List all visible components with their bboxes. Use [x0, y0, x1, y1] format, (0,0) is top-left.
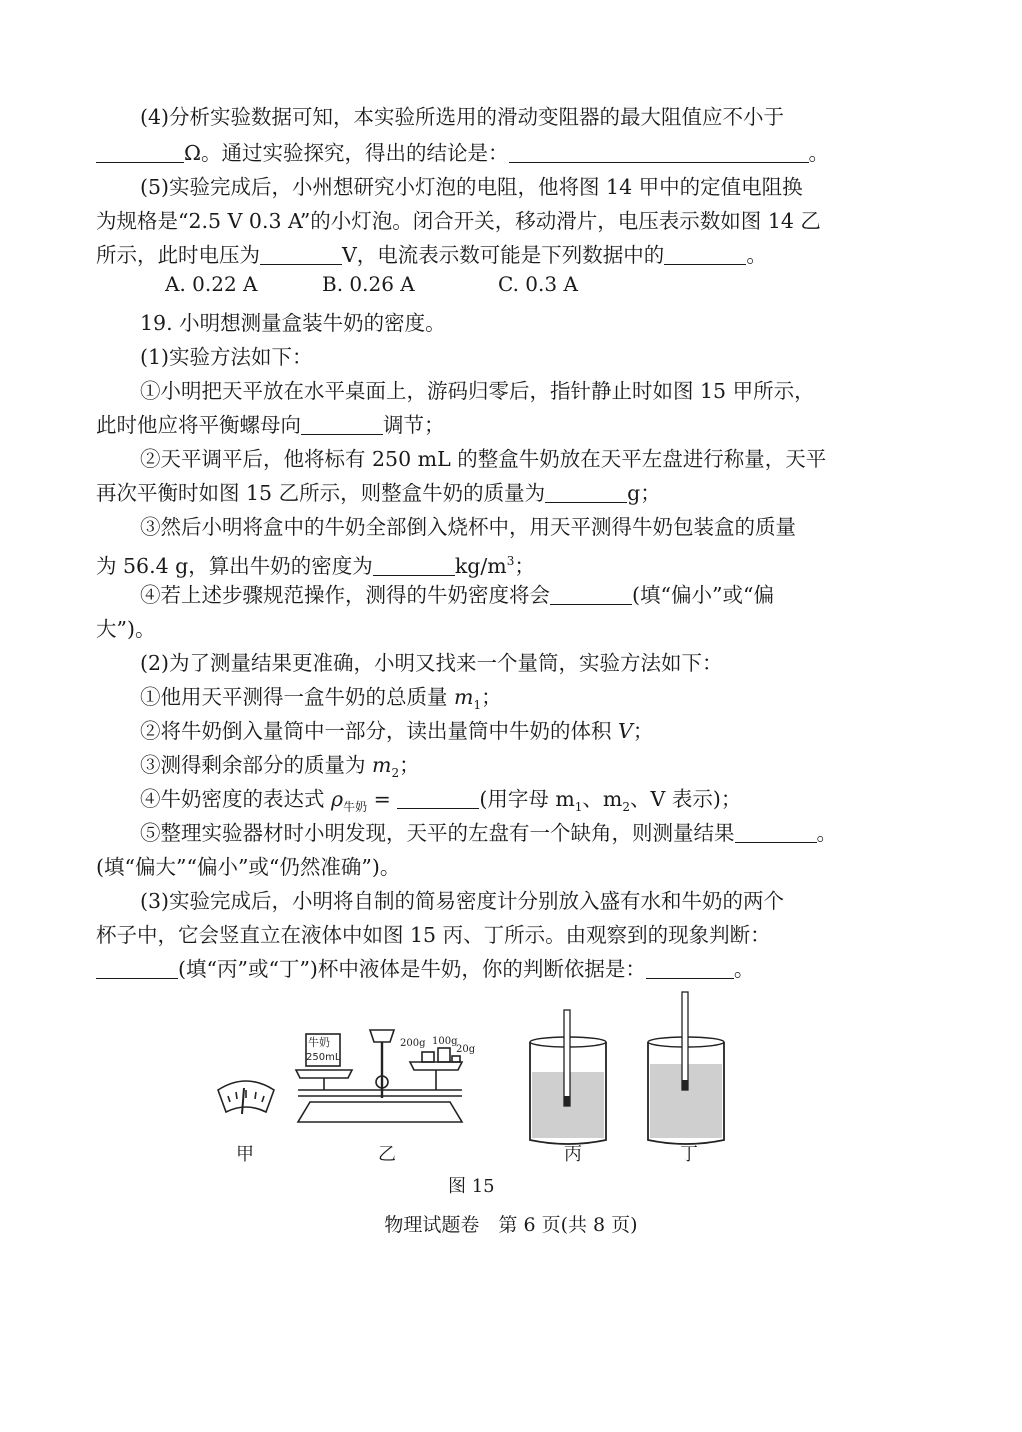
q18-p5-line1: (5)实验完成后，小州想研究小灯泡的电阻，他将图 14 甲中的定值电阻换: [140, 175, 803, 199]
q19-title: 19. 小明想测量盒装牛奶的密度。: [140, 311, 446, 335]
beaker-ding: [648, 992, 724, 1144]
q19-s3a: (3)实验完成后，小明将自制的简易密度计分别放入盛有水和牛奶的两个: [140, 889, 785, 913]
q19-s1-2a: ②天平调平后，他将标有 250 mL 的整盒牛奶放在天平左盘进行称量，天平: [140, 447, 827, 471]
page-footer: 物理试题卷 第 6 页(共 8 页): [384, 1214, 638, 1236]
q19-s2-3: ③测得剩余部分的质量为 $m_2$；: [140, 753, 420, 781]
answer-blank[interactable]: [550, 582, 632, 605]
q19-s1-4a: ④若上述步骤规范操作，测得的牛奶密度将会 (填“偏小”或“偏: [140, 583, 774, 607]
weight-label-100g: 100g: [432, 1036, 458, 1047]
answer-blank[interactable]: [664, 242, 746, 265]
answer-blank[interactable]: [301, 412, 383, 435]
answer-blank[interactable]: [260, 242, 342, 265]
milk-box-label-1: 牛奶: [308, 1036, 330, 1049]
label-jia: 甲: [236, 1144, 254, 1165]
figure-caption: 图 15: [448, 1176, 495, 1197]
q19-s2-5a: ⑤整理实验器材时小明发现，天平的左盘有一个缺角，则测量结果 。: [140, 821, 837, 845]
label-ding: 丁: [680, 1144, 698, 1165]
pointer-scale-jia: [218, 1081, 274, 1114]
q19-s1-2b: 再次平衡时如图 15 乙所示，则整盒牛奶的质量为 g；: [96, 481, 661, 505]
q19-s1-3a: ③然后小明将盒中的牛奶全部倒入烧杯中，用天平测得牛奶包装盒的质量: [140, 515, 796, 539]
q19-s2-5c: (填“偏大”“偏小”或“仍然准确”)。: [96, 855, 401, 879]
answer-blank[interactable]: [735, 820, 817, 843]
q18-p5-line2: 为规格是“2.5 V 0.3 A”的小灯泡。闭合开关，移动滑片，电压表示数如图 14 乙: [96, 209, 821, 233]
q19-s1-4c: 大”)。: [96, 617, 156, 641]
q19-s2-1: ①他用天平测得一盒牛奶的总质量 $m_1$；: [140, 685, 502, 713]
q19-s2-2: ②将牛奶倒入量筒中一部分，读出量筒中牛奶的体积 V；: [140, 719, 654, 743]
answer-blank[interactable]: [509, 140, 809, 163]
q19-s1-3b: 为 56.4 g，算出牛奶的密度为 $kg/m^3$；: [96, 553, 535, 578]
answer-blank[interactable]: [96, 140, 184, 163]
q19-s3b: 杯子中，它会竖直立在液体中如图 15 丙、丁所示。由观察到的现象判断：: [96, 923, 771, 947]
q19-s2: (2)为了测量结果更准确，小明又找来一个量筒，实验方法如下：: [140, 651, 723, 675]
weight-label-20g: 20g: [456, 1044, 476, 1055]
milk-box-label-2: 250mL: [306, 1052, 341, 1063]
weight-label-200g: 200g: [400, 1038, 426, 1049]
q19-s1: (1)实验方法如下：: [140, 345, 313, 369]
q19-s2-4: ④牛奶密度的表达式 $\rho_{牛奶}$ = (用字母 $m_1$、$m_2$、V 表示)；: [140, 787, 742, 815]
option-a[interactable]: A. 0.22 A: [165, 272, 258, 296]
answer-blank[interactable]: [397, 786, 479, 809]
q19-s3c: (填“丙”或“丁”)杯中液体是牛奶，你的判断依据是： 。: [96, 952, 926, 986]
answer-blank[interactable]: [373, 553, 455, 576]
q18-p5-line3: 所示，此时电压为 V，电流表示数可能是下列数据中的 。: [96, 243, 767, 267]
q19-s1-1b: 此时他应将平衡螺母向 调节；: [96, 413, 445, 437]
q19-s1-1a: ①小明把天平放在水平桌面上，游码归零后，指针静止时如图 15 甲所示，: [140, 379, 815, 403]
option-c[interactable]: C. 0.3 A: [498, 272, 578, 296]
answer-blank[interactable]: [545, 480, 627, 503]
option-b[interactable]: B. 0.26 A: [322, 272, 415, 296]
figure-15: [200, 990, 740, 1160]
answer-blank[interactable]: [96, 956, 178, 979]
label-yi: 乙: [378, 1144, 396, 1165]
beaker-bing: [530, 1010, 606, 1144]
q18-p4-line2: Ω。通过实验探究，得出的结论是： 。: [96, 136, 926, 170]
q18-p4-line1: (4)分析实验数据可知，本实验所选用的滑动变阻器的最大阻值应不小于: [140, 105, 785, 129]
label-bing: 丙: [564, 1144, 582, 1165]
answer-blank[interactable]: [646, 956, 734, 979]
